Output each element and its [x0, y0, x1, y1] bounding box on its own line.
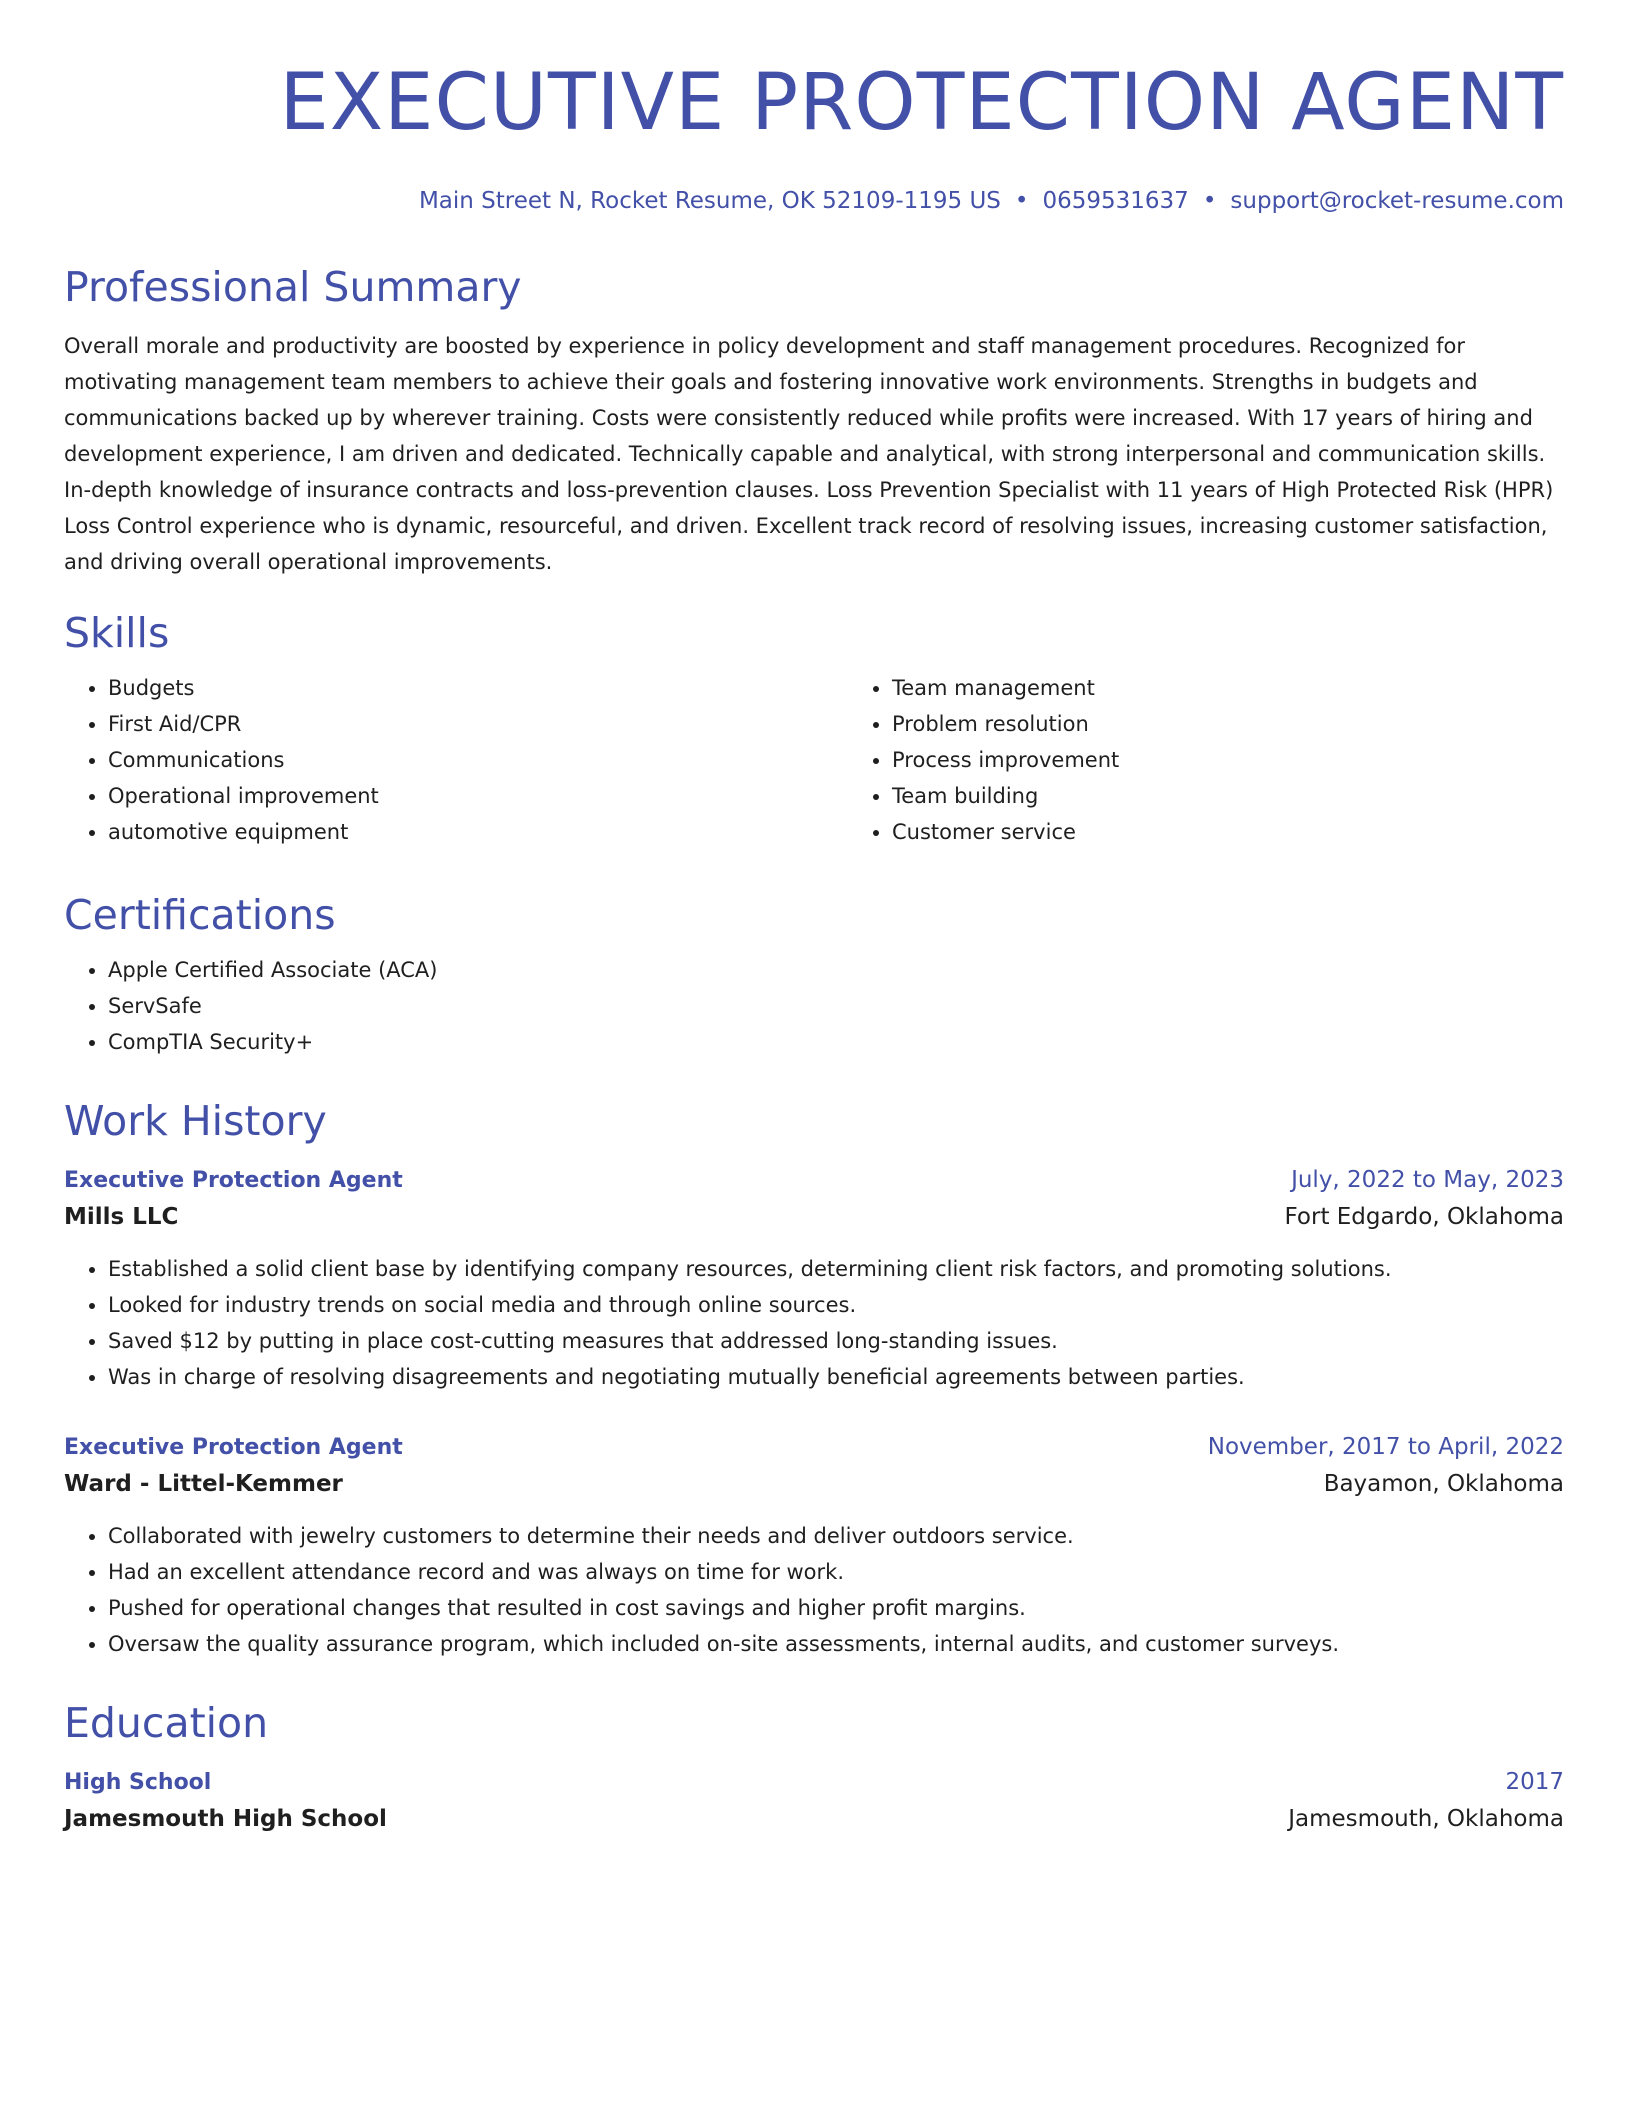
job-duty-item: • Saved $12 by putting in place cost-cutting measures that addressed long-standing issues. — [108, 1323, 1564, 1359]
skills-heading: Skills — [64, 609, 170, 657]
education-header-row — [64, 1764, 1564, 1801]
education-entry — [64, 1764, 1564, 1837]
skill-item: • Process improvement — [892, 742, 1632, 778]
skill-item: • Customer service — [892, 814, 1632, 850]
contact-phone: 0659531637 — [1042, 188, 1189, 214]
skill-item: • Team building — [892, 778, 1632, 814]
skill-item: • automotive equipment — [108, 814, 848, 850]
job-company-row — [64, 1466, 1564, 1502]
skills-column-left — [64, 670, 848, 850]
job-location: Fort Edgardo, Oklahoma — [1284, 1204, 1564, 1230]
job-location: Bayamon, Oklahoma — [1323, 1471, 1564, 1497]
certifications-list — [64, 952, 1564, 1060]
job-entry — [64, 1429, 1564, 1662]
skill-item: • Problem resolution — [892, 706, 1632, 742]
job-company-row — [64, 1199, 1564, 1235]
summary-heading: Professional Summary — [64, 263, 522, 311]
job-duty-item: • Was in charge of resolving disagreements and negotiating mutually beneficial agreements between parties. — [108, 1359, 1564, 1395]
job-duty-item: • Oversaw the quality assurance program, which included on-site assessments, internal audits, and customer surveys. — [108, 1626, 1564, 1662]
education-year: 2017 — [1505, 1769, 1564, 1795]
skills-list — [64, 670, 1564, 850]
contact-line — [64, 186, 1564, 216]
contact-email: support@rocket-resume.com — [1230, 188, 1564, 214]
skill-item: • Operational improvement — [108, 778, 848, 814]
education-school: Jamesmouth High School — [64, 1806, 387, 1832]
skill-item: • Budgets — [108, 670, 848, 706]
job-company: Mills LLC — [64, 1204, 179, 1230]
skill-item: • Team management — [892, 670, 1632, 706]
job-entry — [64, 1162, 1564, 1395]
job-dates: November, 2017 to April, 2022 — [1207, 1434, 1564, 1460]
job-duty-item: • Pushed for operational changes that resulted in cost savings and higher profit margins. — [108, 1590, 1564, 1626]
education-location: Jamesmouth, Oklahoma — [1288, 1806, 1564, 1832]
work-history-heading: Work History — [64, 1097, 327, 1145]
job-duty-item: • Collaborated with jewelry customers to determine their needs and deliver outdoors service. — [108, 1518, 1564, 1554]
job-dates: July, 2022 to May, 2023 — [1291, 1167, 1564, 1193]
job-duties-list — [64, 1518, 1564, 1662]
job-header-row — [64, 1429, 1564, 1466]
education-school-row — [64, 1801, 1564, 1837]
certification-item: • Apple Certified Associate (ACA) — [108, 952, 1564, 988]
job-title: Executive Protection Agent — [64, 1168, 403, 1193]
education-heading: Education — [64, 1699, 269, 1747]
skill-item: • First Aid/CPR — [108, 706, 848, 742]
contact-address: Main Street N, Rocket Resume, OK 52109-1195 US — [418, 188, 1001, 214]
job-company: Ward - Littel-Kemmer — [64, 1471, 343, 1497]
job-duties-list — [64, 1251, 1564, 1395]
skill-item: • Communications — [108, 742, 848, 778]
job-duty-item: • Established a solid client base by identifying company resources, determining client risk factors, and promoting solutions. — [108, 1251, 1564, 1287]
education-degree: High School — [64, 1770, 212, 1795]
certifications-heading: Certifications — [64, 891, 336, 939]
job-header-row — [64, 1162, 1564, 1199]
certification-item: • ServSafe — [108, 988, 1564, 1024]
job-duty-item: • Had an excellent attendance record and was always on time for work. — [108, 1554, 1564, 1590]
resume-name: EXECUTIVE PROTECTION AGENT — [279, 58, 1564, 148]
summary-text: Overall morale and productivity are boosted by experience in policy development and staff management procedures. Recognized for motivating management team members to achieve their goals and fostering innovative work environments. Strengths in budgets and communications backed up by wherever training. Costs were consistently reduced while profits were increased. With 17 years of hiring and development experience, I am driven and dedicated. Technically capable and analytical, with strong interpersonal and communication skills. In-depth knowledge of insurance contracts and loss-prevention clauses. Loss Prevention Specialist with 11 years of High Protected Risk (HPR) Loss Control experience who is dynamic, resourceful, and driven. Excellent track record of resolving issues, increasing customer satisfaction, and driving overall operational improvements. — [64, 334, 1554, 574]
skills-column-right — [848, 670, 1632, 850]
certification-item: • CompTIA Security+ — [108, 1024, 1564, 1060]
separator-dot: • — [1014, 188, 1029, 214]
job-duty-item: • Looked for industry trends on social media and through online sources. — [108, 1287, 1564, 1323]
job-title: Executive Protection Agent — [64, 1435, 403, 1460]
separator-dot: • — [1202, 188, 1217, 214]
resume-page — [64, 58, 1564, 1837]
